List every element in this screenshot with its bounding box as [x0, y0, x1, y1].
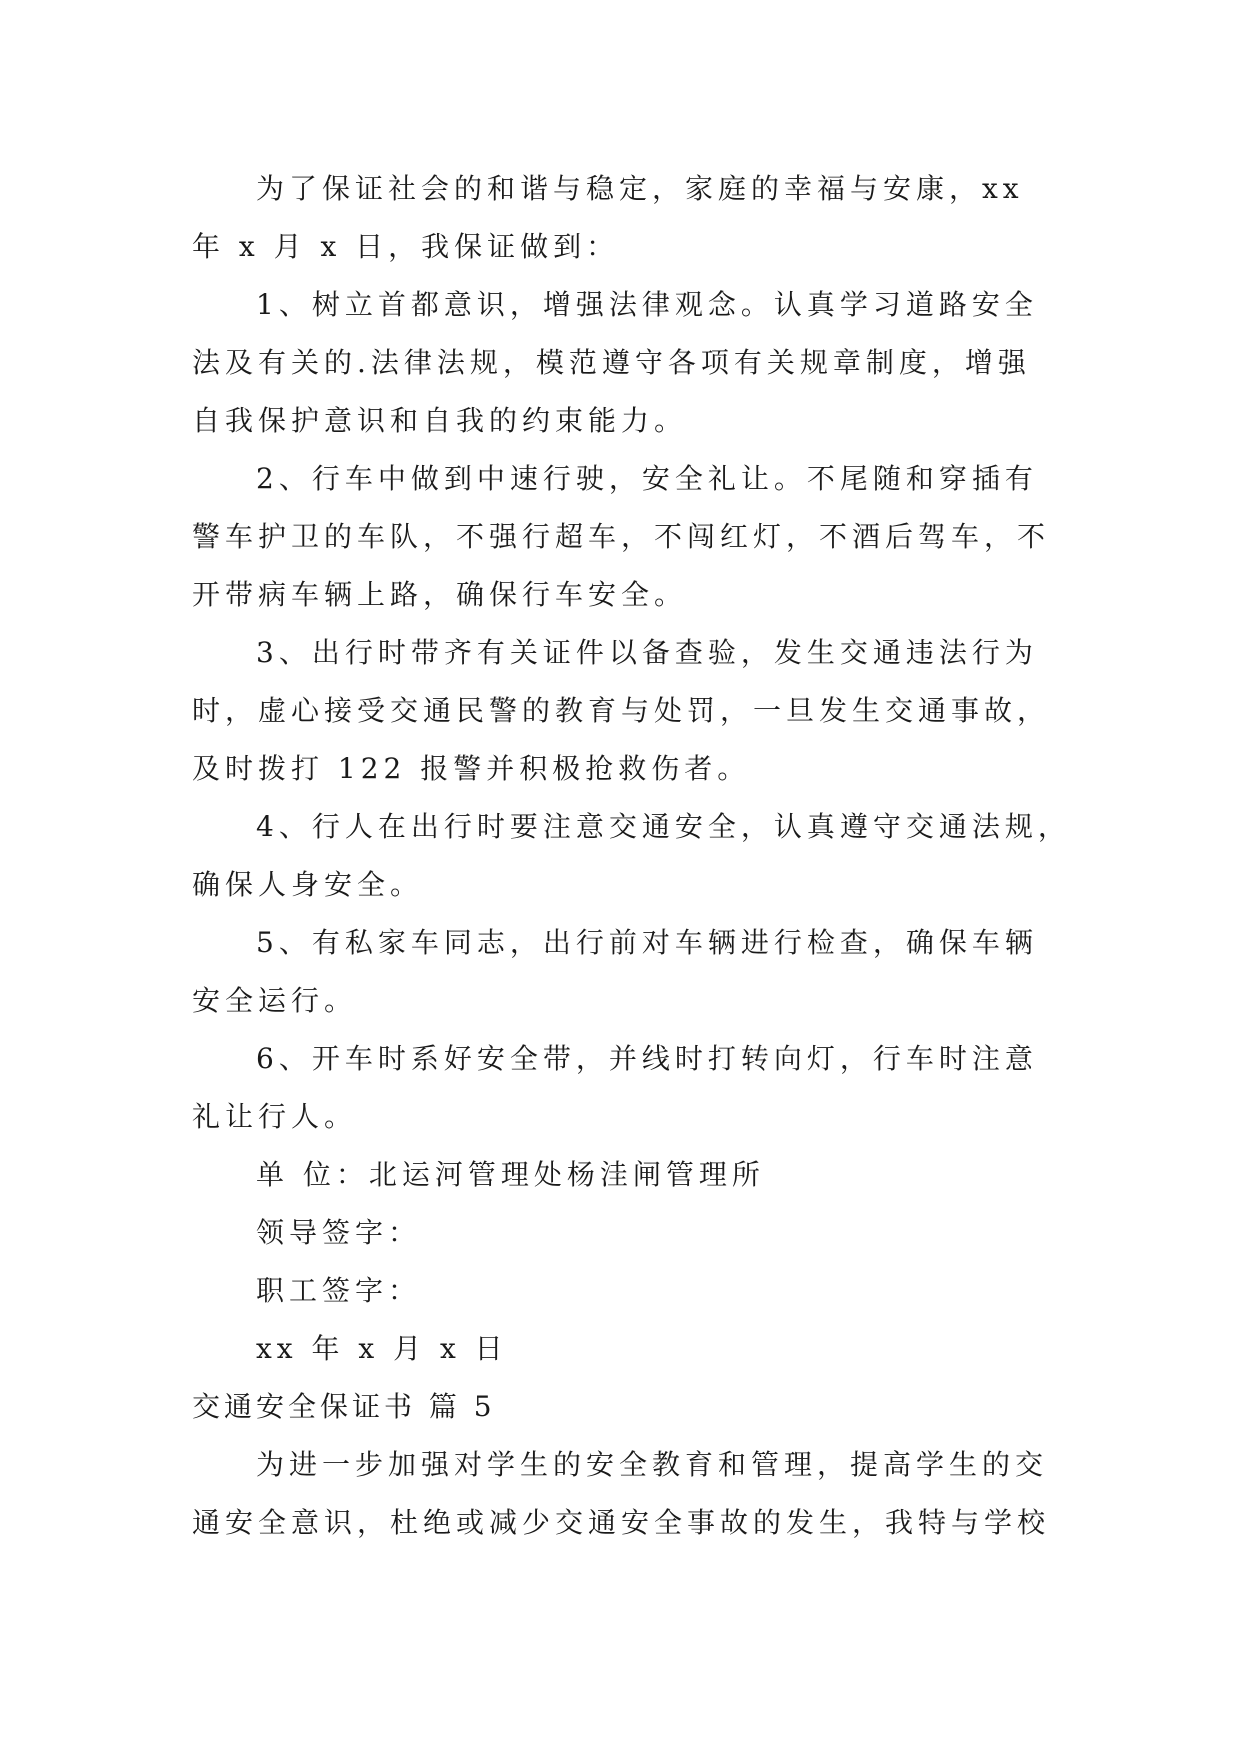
- list-item-line: 2、行车中做到中速行驶，安全礼让。不尾随和穿插有: [256, 462, 1038, 495]
- list-item-line: 法及有关的.法律法规，模范遵守各项有关规章制度，增强: [192, 346, 1031, 379]
- date-line: xx 年 x 月 x 日: [256, 1332, 508, 1365]
- list-item-line: 3、出行时带齐有关证件以备查验，发生交通违法行为: [256, 636, 1038, 669]
- list-item-line: 礼让行人。: [192, 1100, 358, 1133]
- list-item-line: 及时拨打 122 报警并积极抢救伤者。: [192, 752, 751, 785]
- list-item-line: 1、树立首都意识，增强法律观念。认真学习道路安全: [256, 288, 1038, 321]
- leader-signature-line: 领导签字：: [256, 1216, 422, 1249]
- list-item-line: 开带病车辆上路，确保行车安全。: [192, 578, 688, 611]
- list-item-line: 安全运行。: [192, 984, 358, 1017]
- paragraph-line: 年 x 月 x 日，我保证做到：: [192, 230, 620, 263]
- list-item-line: 6、开车时系好安全带，并线时打转向灯，行车时注意: [256, 1042, 1038, 1075]
- staff-signature-line: 职工签字：: [256, 1274, 422, 1307]
- document-body: [192, 160, 1071, 1552]
- unit-line: 单 位：北运河管理处杨洼闸管理所: [256, 1158, 765, 1191]
- list-item-line: 确保人身安全。: [192, 868, 424, 901]
- section-heading: 交通安全保证书 篇 5: [192, 1390, 496, 1423]
- list-item-line: 自我保护意识和自我的约束能力。: [192, 404, 688, 437]
- list-item-line: 时，虚心接受交通民警的教育与处罚，一旦发生交通事故，: [192, 694, 1051, 727]
- paragraph-line: 为了保证社会的和谐与稳定，家庭的幸福与安康，xx: [256, 172, 1024, 205]
- list-item-line: 警车护卫的车队，不强行超车，不闯红灯，不酒后驾车，不: [192, 520, 1051, 553]
- paragraph-line: 通安全意识，杜绝或减少交通安全事故的发生，我特与学校: [192, 1506, 1051, 1539]
- list-item-line: 5、有私家车同志，出行前对车辆进行检查，确保车辆: [256, 926, 1038, 959]
- list-item-line: 4、行人在出行时要注意交通安全，认真遵守交通法规，: [256, 810, 1071, 843]
- paragraph-line: 为进一步加强对学生的安全教育和管理，提高学生的交: [256, 1448, 1049, 1481]
